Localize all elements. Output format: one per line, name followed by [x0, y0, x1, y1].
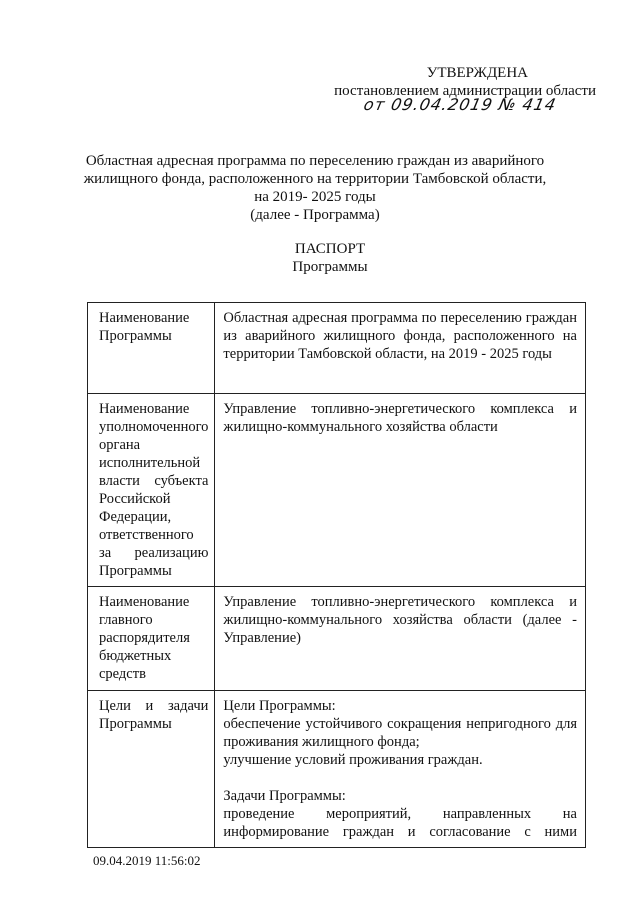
footer-timestamp: 09.04.2019 11:56:02: [93, 853, 201, 868]
title-line-3: на 2019- 2025 годы: [254, 189, 376, 205]
passport-heading-block: [80, 240, 580, 276]
row-value: [215, 691, 586, 848]
row-key: Цели и задачи Программы: [88, 691, 215, 848]
approval-block: [326, 64, 596, 114]
passport-subheading: Программы: [292, 259, 368, 275]
passport-heading: ПАСПОРТ: [294, 241, 366, 257]
table-row: [88, 587, 586, 691]
approved-label: УТВЕРЖДЕНА: [426, 65, 528, 81]
passport-table: [87, 302, 586, 848]
title-line-4: (далее - Программа): [250, 207, 380, 223]
goal-item: обеспечение устойчивого сокращения непригодного для проживания жилищного фонда;: [223, 716, 577, 750]
table-row: [88, 691, 586, 848]
row-value: Областная адресная программа по переселению граждан из аварийного жилищного фонда, расположенного на территории Тамбовской области, на 2019 - 2025 годы: [215, 303, 586, 394]
row-key: Наименование главного распорядителя бюджетных средств: [88, 587, 215, 691]
row-key: Наименование уполномоченного органа исполнительной власти субъекта Российской Федерации, ответственного за реализацию Программы: [88, 394, 215, 587]
program-title: [80, 152, 550, 224]
title-line-1: Областная адресная программа по переселению граждан из аварийного: [85, 153, 545, 169]
title-line-2: жилищного фонда, расположенного на территории Тамбовской области,: [83, 171, 547, 187]
tasks-heading: Задачи Программы:: [223, 788, 346, 804]
approved-by: постановлением администрации области: [334, 83, 596, 99]
table-row: [88, 303, 586, 394]
goals-heading: Цели Программы:: [223, 698, 336, 714]
row-key: Наименование Программы: [88, 303, 215, 394]
table-row: [88, 394, 586, 587]
row-value: Управление топливно-энергетического комплекса и жилищно-коммунального хозяйства области: [215, 394, 586, 587]
handwritten-date-number: от 09.04.2019 № 414: [361, 95, 559, 114]
goal-item: улучшение условий проживания граждан.: [223, 752, 483, 768]
row-value: Управление топливно-энергетического комплекса и жилищно-коммунального хозяйства области (далее - Управление): [215, 587, 586, 691]
task-item: проведение мероприятий, направленных на информирование граждан и согласование с ними: [223, 806, 577, 840]
